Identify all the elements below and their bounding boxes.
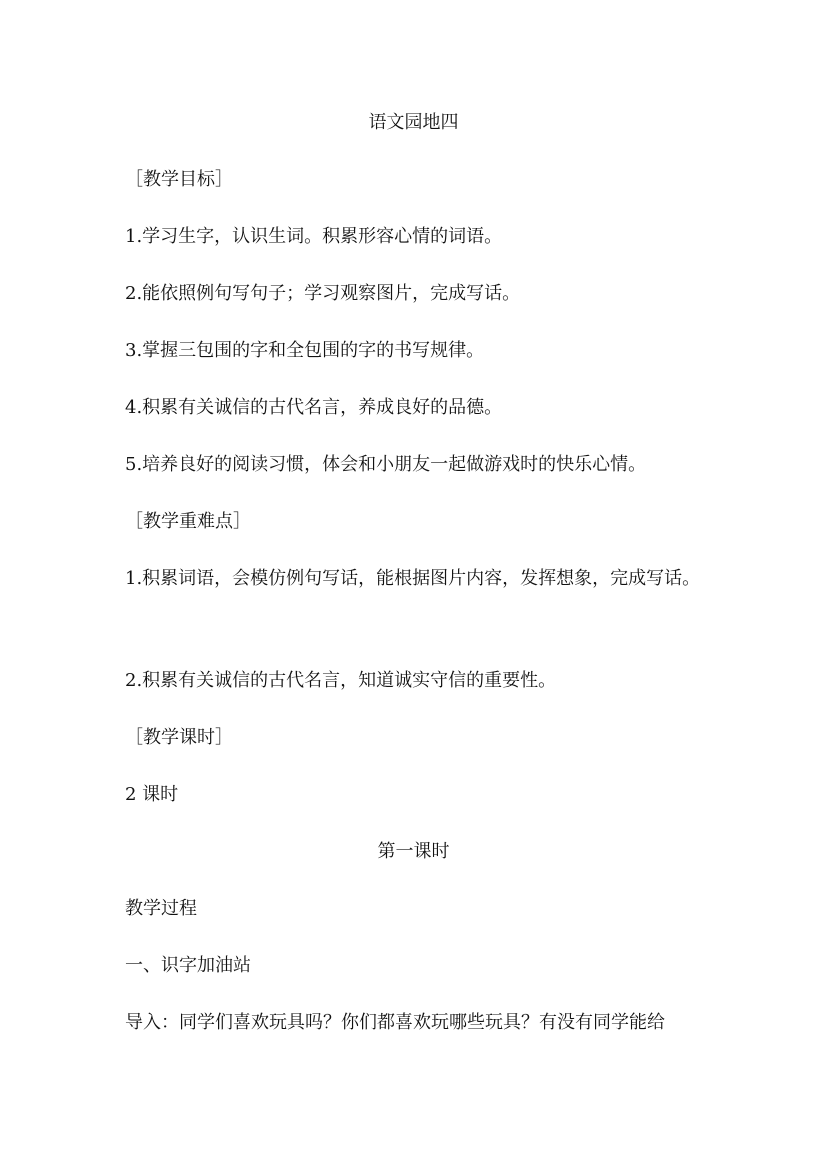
intro-paragraph: 导入：同学们喜欢玩具吗？你们都喜欢玩哪些玩具？有没有同学能给	[125, 1012, 665, 1033]
section-heading-goals: ［教学目标］	[125, 169, 233, 190]
goal-item: 2.能依照例句写句子；学习观察图片，完成写话。	[125, 283, 521, 304]
goal-item: 4.积累有关诚信的古代名言，养成良好的品德。	[125, 397, 503, 418]
lesson-title: 第一课时	[377, 841, 450, 862]
part-one-heading: 一、识字加油站	[125, 955, 251, 976]
lesson-hours: 2 课时	[125, 784, 179, 805]
goal-item: 1.学习生字，认识生词。积累形容心情的词语。	[125, 226, 503, 247]
process-heading: 教学过程	[125, 898, 197, 919]
goal-item: 5.培养良好的阅读习惯，体会和小朋友一起做游戏时的快乐心情。	[125, 454, 647, 475]
section-heading-hours: ［教学课时］	[125, 727, 233, 748]
document-title: 语文园地四	[368, 112, 459, 133]
section-heading-keypoints: ［教学重难点］	[125, 511, 251, 532]
goal-item: 3.掌握三包围的字和全包围的字的书写规律。	[125, 340, 485, 361]
keypoint-item: 2.积累有关诚信的古代名言，知道诚实守信的重要性。	[125, 670, 557, 691]
keypoint-item: 1.积累词语，会模仿例句写话，能根据图片内容，发挥想象，完成写话。	[125, 568, 701, 589]
